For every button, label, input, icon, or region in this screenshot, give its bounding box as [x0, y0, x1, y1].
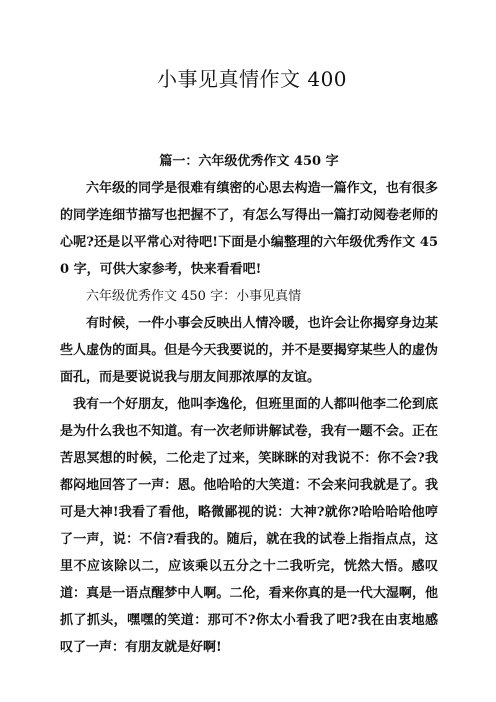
document-title: 小事见真情作文 400: [156, 67, 348, 91]
paragraph-2: 我有一个好朋友，他叫李逸伦，但班里面的人都叫他李二伦到底是为什么我也不知道。有一次老师讲解试卷，我有一题不会。正在苦思冥想的时候，二伦走了过来，笑眯眯的对我说不：你不会?我都闷地回答了一声：恩。他哈哈的大笑道：不会来问我就是了。我可是大神!我看了看他，略微鄙视的说：大神?就你?哈哈哈哈他哼了一声，说：不信?看我的。随后，就在我的试卷上指指点点，这里不应该除以二，应该乘以五分之十二我听完，恍然大悟。感叹道：真是一语点醒梦中人啊。二伦，看来你真的是一代大湿啊，他抓了抓头，嘿嘿的笑道：那可不?你太小看我了吧?我在由衷地感叹了一声：有朋友就是好啊!: [60, 397, 438, 655]
paragraph-1: 有时候，一件小事会反映出人情冷暖，也许会让你揭穿身边某些人虚伪的面具。但是今天我要说的，并不是要揭穿某些人的虚伪面孔，而是要说说我与朋友间那浓厚的友谊。: [60, 316, 438, 385]
section-title: 篇一：六年级优秀作文 450 字: [159, 154, 339, 169]
essay-heading: 六年级优秀作文 450 字：小事见真情: [86, 289, 302, 304]
intro-paragraph: 六年级的同学是很难有缜密的心思去构造一篇作文，也有很多的同学连细节描写也把握不了，有怎么写得出一篇打动阅卷老师的心呢?还是以平常心对待吧!下面是小编整理的六年级优秀作文 450 字，可供大家参考，快来看看吧!: [60, 181, 438, 277]
